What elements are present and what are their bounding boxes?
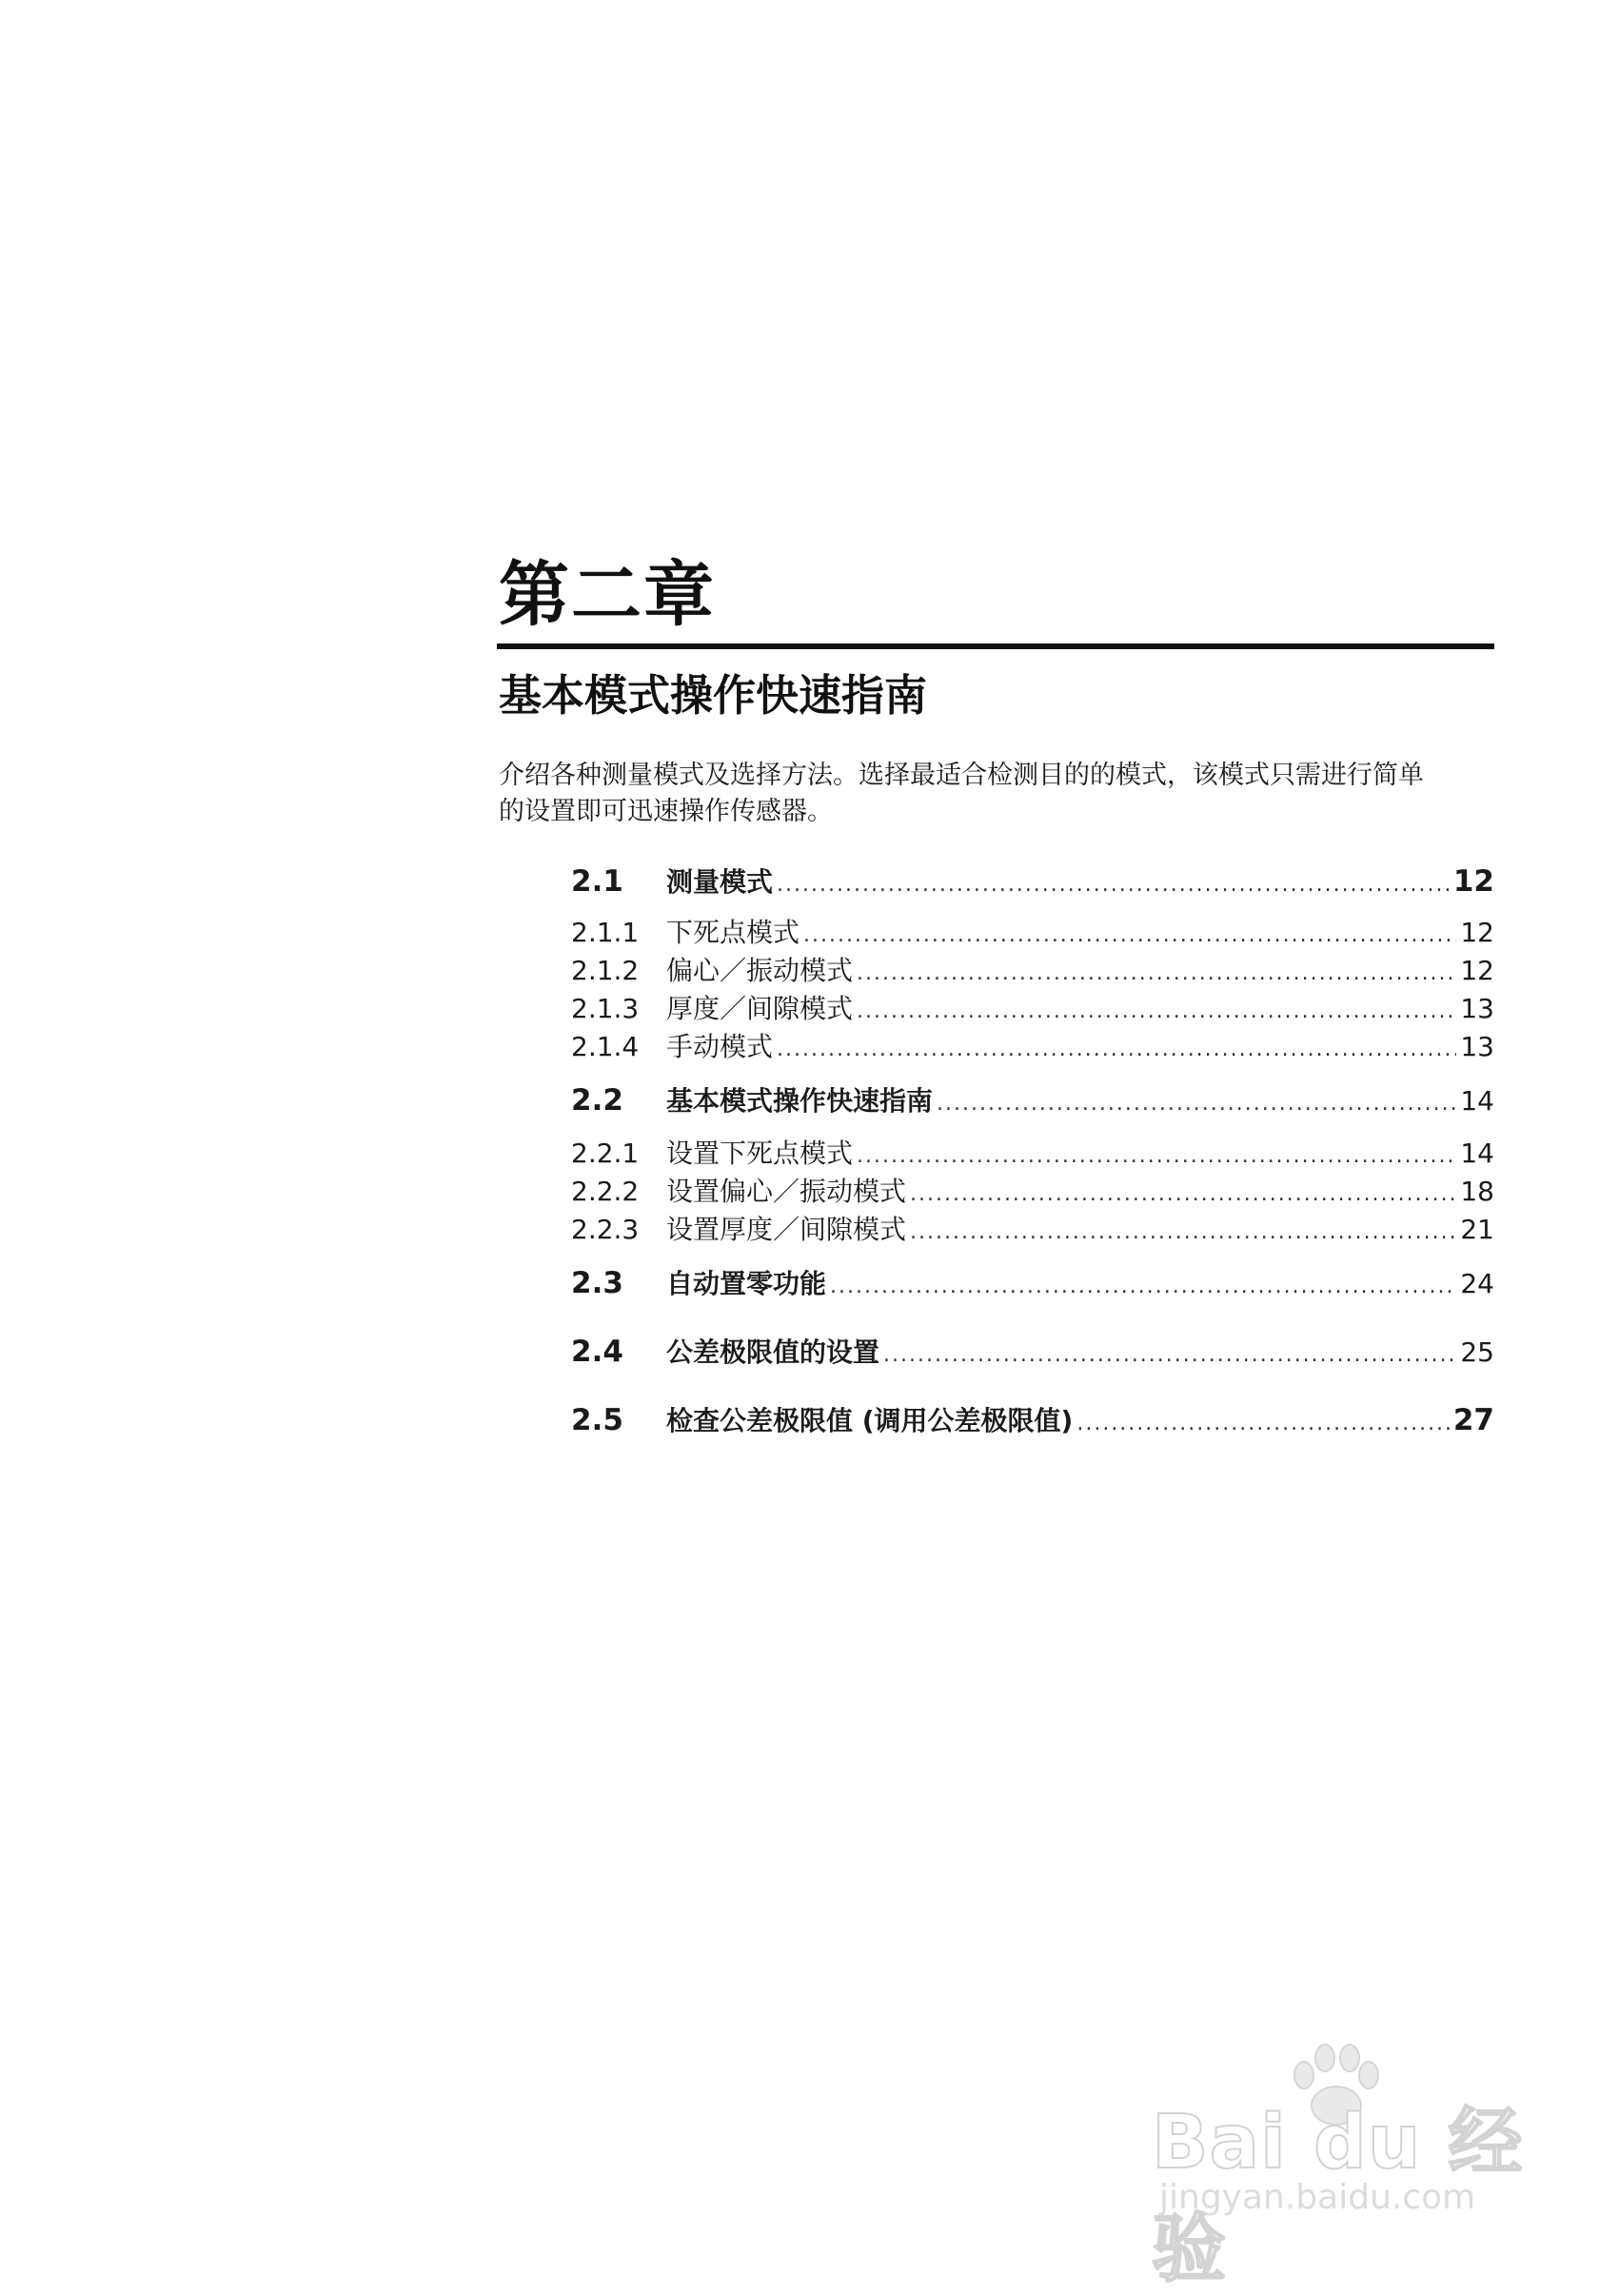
toc-leader-dots [803, 917, 1456, 955]
toc-entry-page: 25 [1460, 1336, 1494, 1368]
toc-entry-page: 18 [1460, 1176, 1494, 1207]
toc-entry-page: 14 [1460, 1085, 1494, 1117]
toc-entry-label: 设置偏心／振动模式 [666, 1176, 907, 1207]
toc-entry[interactable] [571, 1081, 1494, 1119]
toc-entry-label: 下死点模式 [666, 917, 800, 948]
toc-entry-label: 基本模式操作快速指南 [666, 1085, 934, 1117]
toc-entry[interactable] [571, 862, 1494, 901]
toc-leader-dots [1076, 1405, 1450, 1443]
chapter-header [497, 554, 1494, 830]
toc-entry[interactable] [571, 1333, 1494, 1371]
intro-line: 介绍各种测量模式及选择方法。选择最适合检测目的的模式，该模式只需进行简单 [499, 761, 1424, 790]
toc-entry-number: 2.1.2 [571, 955, 640, 986]
toc-entry-page: 21 [1460, 1214, 1494, 1245]
table-of-contents [571, 862, 1494, 1439]
toc-leader-dots [857, 1138, 1456, 1176]
toc-entry-number: 2.2.2 [571, 1176, 640, 1207]
toc-entry-number: 2.2.1 [571, 1138, 640, 1169]
toc-entry-number: 2.1.1 [571, 917, 640, 948]
toc-leader-dots [777, 866, 1450, 904]
chapter-intro [499, 758, 1470, 830]
toc-entry-page: 12 [1460, 955, 1494, 986]
toc-leader-dots [857, 955, 1456, 993]
toc-entry-number: 2.3 [571, 1266, 623, 1300]
toc-entry-page: 12 [1460, 917, 1494, 948]
toc-entry[interactable] [571, 952, 1494, 990]
toc-entry[interactable] [571, 914, 1494, 952]
toc-entry-label: 手动模式 [666, 1031, 774, 1062]
toc-leader-dots [910, 1214, 1456, 1252]
toc-entry-number: 2.1.3 [571, 993, 640, 1024]
chapter-title: 第二章 [499, 554, 716, 636]
baidu-watermark [1133, 2037, 1532, 2292]
toc-entry[interactable] [571, 1135, 1494, 1173]
toc-leader-dots [857, 993, 1456, 1031]
toc-entry-number: 2.5 [571, 1403, 623, 1437]
intro-line: 的设置即可迅速操作传感器。 [499, 797, 833, 826]
toc-entry-number: 2.1 [571, 864, 623, 899]
toc-entry-page: 14 [1460, 1138, 1494, 1169]
toc-entry[interactable] [571, 990, 1494, 1028]
toc-entry[interactable] [571, 1264, 1494, 1302]
toc-entry-page: 13 [1460, 993, 1494, 1024]
toc-leader-dots [830, 1268, 1456, 1306]
toc-entry-page: 13 [1460, 1031, 1494, 1062]
toc-entry[interactable] [571, 1211, 1494, 1249]
toc-entry-label: 设置厚度／间隙模式 [666, 1214, 907, 1245]
toc-leader-dots [937, 1085, 1456, 1123]
chapter-divider [497, 643, 1494, 649]
toc-leader-dots [910, 1176, 1456, 1214]
toc-entry-page: 12 [1452, 864, 1494, 899]
toc-entry-label: 检查公差极限值 (调用公差极限值) [666, 1405, 1074, 1436]
toc-entry-label: 测量模式 [666, 866, 774, 898]
toc-entry-label: 自动置零功能 [666, 1268, 827, 1299]
toc-entry-number: 2.2.3 [571, 1214, 640, 1245]
watermark-brand: Bai du 经验 [1152, 2100, 1524, 2292]
toc-entry-number: 2.1.4 [571, 1031, 640, 1062]
toc-entry-number: 2.2 [571, 1083, 623, 1118]
toc-entry[interactable] [571, 1028, 1494, 1066]
watermark-url: jingyan.baidu.com [1159, 2178, 1476, 2217]
toc-entry-number: 2.4 [571, 1335, 623, 1369]
toc-entry-label: 公差极限值的设置 [666, 1336, 880, 1368]
toc-leader-dots [883, 1336, 1456, 1375]
toc-entry[interactable] [571, 1173, 1494, 1211]
toc-entry-page: 27 [1452, 1403, 1494, 1437]
toc-entry-label: 厚度／间隙模式 [666, 993, 854, 1024]
chapter-subtitle: 基本模式操作快速指南 [499, 670, 928, 721]
toc-entry-label: 偏心／振动模式 [666, 955, 854, 986]
toc-entry[interactable] [571, 1401, 1494, 1439]
toc-entry-label: 设置下死点模式 [666, 1138, 854, 1169]
toc-leader-dots [777, 1031, 1456, 1069]
toc-entry-page: 24 [1460, 1268, 1494, 1299]
